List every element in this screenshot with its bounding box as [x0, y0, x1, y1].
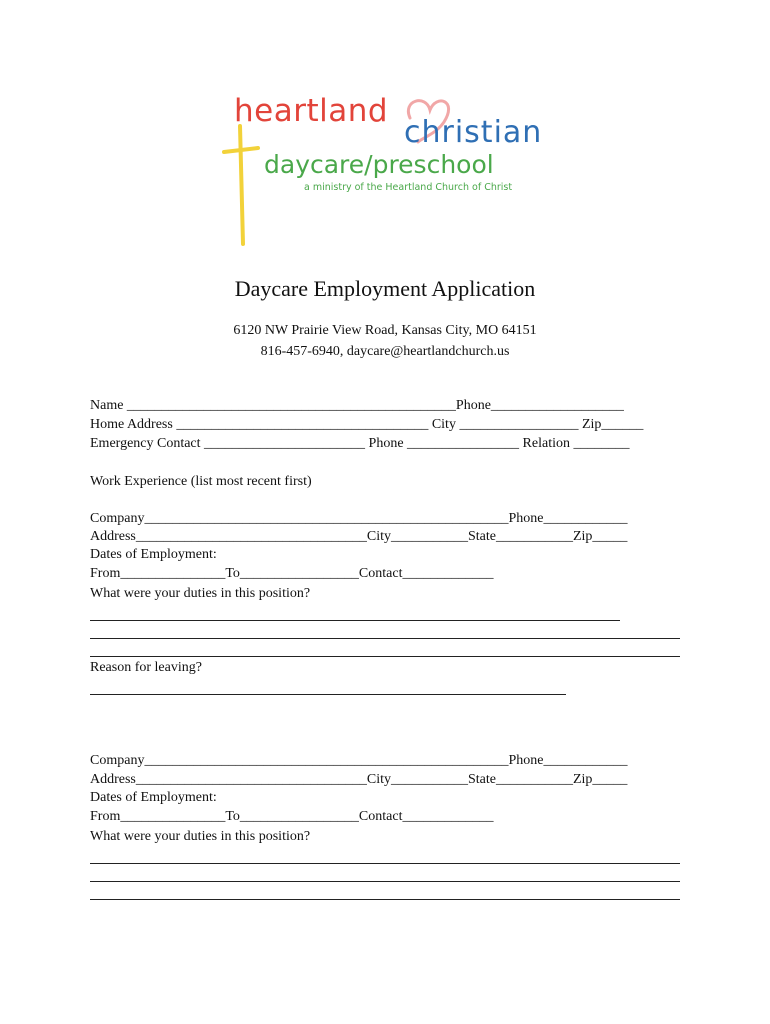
- reason-line[interactable]: [90, 694, 566, 695]
- duties-line[interactable]: [90, 899, 680, 900]
- name-phone-field[interactable]: Name _______________________________________________Phone___________________: [90, 398, 624, 413]
- duties-line[interactable]: [90, 881, 680, 882]
- work-experience-heading: Work Experience (list most recent first): [90, 474, 312, 489]
- logo-heartland: heartland: [234, 93, 389, 129]
- logo-christian: christian: [404, 115, 543, 150]
- reason-label: Reason for leaving?: [90, 660, 202, 675]
- company-address-field[interactable]: Address_________________________________City___________State___________Zip_____: [90, 529, 628, 544]
- organization-contact: 816-457-6940, daycare@heartlandchurch.us: [260, 344, 510, 359]
- dates-label: Dates of Employment:: [90, 547, 217, 562]
- duties-line[interactable]: [90, 620, 620, 621]
- duties-line[interactable]: [90, 656, 680, 657]
- duties-line[interactable]: [90, 638, 680, 639]
- dates-contact-field[interactable]: From_______________To_________________Contact_____________: [90, 566, 494, 581]
- daycare-logo: [222, 92, 562, 252]
- duties-label: What were your duties in this position?: [90, 829, 311, 844]
- dates-label: Dates of Employment:: [90, 790, 217, 805]
- company-address-field[interactable]: Address_________________________________City___________State___________Zip_____: [90, 772, 628, 787]
- home-address-field[interactable]: Home Address ____________________________________ City _________________ Zip______: [90, 417, 644, 432]
- logo-tagline: a ministry of the Heartland Church of Christ: [304, 182, 513, 193]
- page-title: Daycare Employment Application: [234, 276, 536, 301]
- company-phone-field[interactable]: Company____________________________________________________Phone____________: [90, 753, 628, 768]
- dates-contact-field[interactable]: From_______________To_________________Contact_____________: [90, 809, 494, 824]
- company-phone-field[interactable]: Company____________________________________________________Phone____________: [90, 511, 628, 526]
- duties-label: What were your duties in this position?: [90, 586, 311, 601]
- organization-address: 6120 NW Prairie View Road, Kansas City, MO 64151: [233, 323, 537, 338]
- logo-daycare-preschool: daycare/preschool: [264, 150, 494, 179]
- duties-line[interactable]: [90, 863, 680, 864]
- emergency-contact-field[interactable]: Emergency Contact _______________________ Phone ________________ Relation ________: [90, 436, 630, 451]
